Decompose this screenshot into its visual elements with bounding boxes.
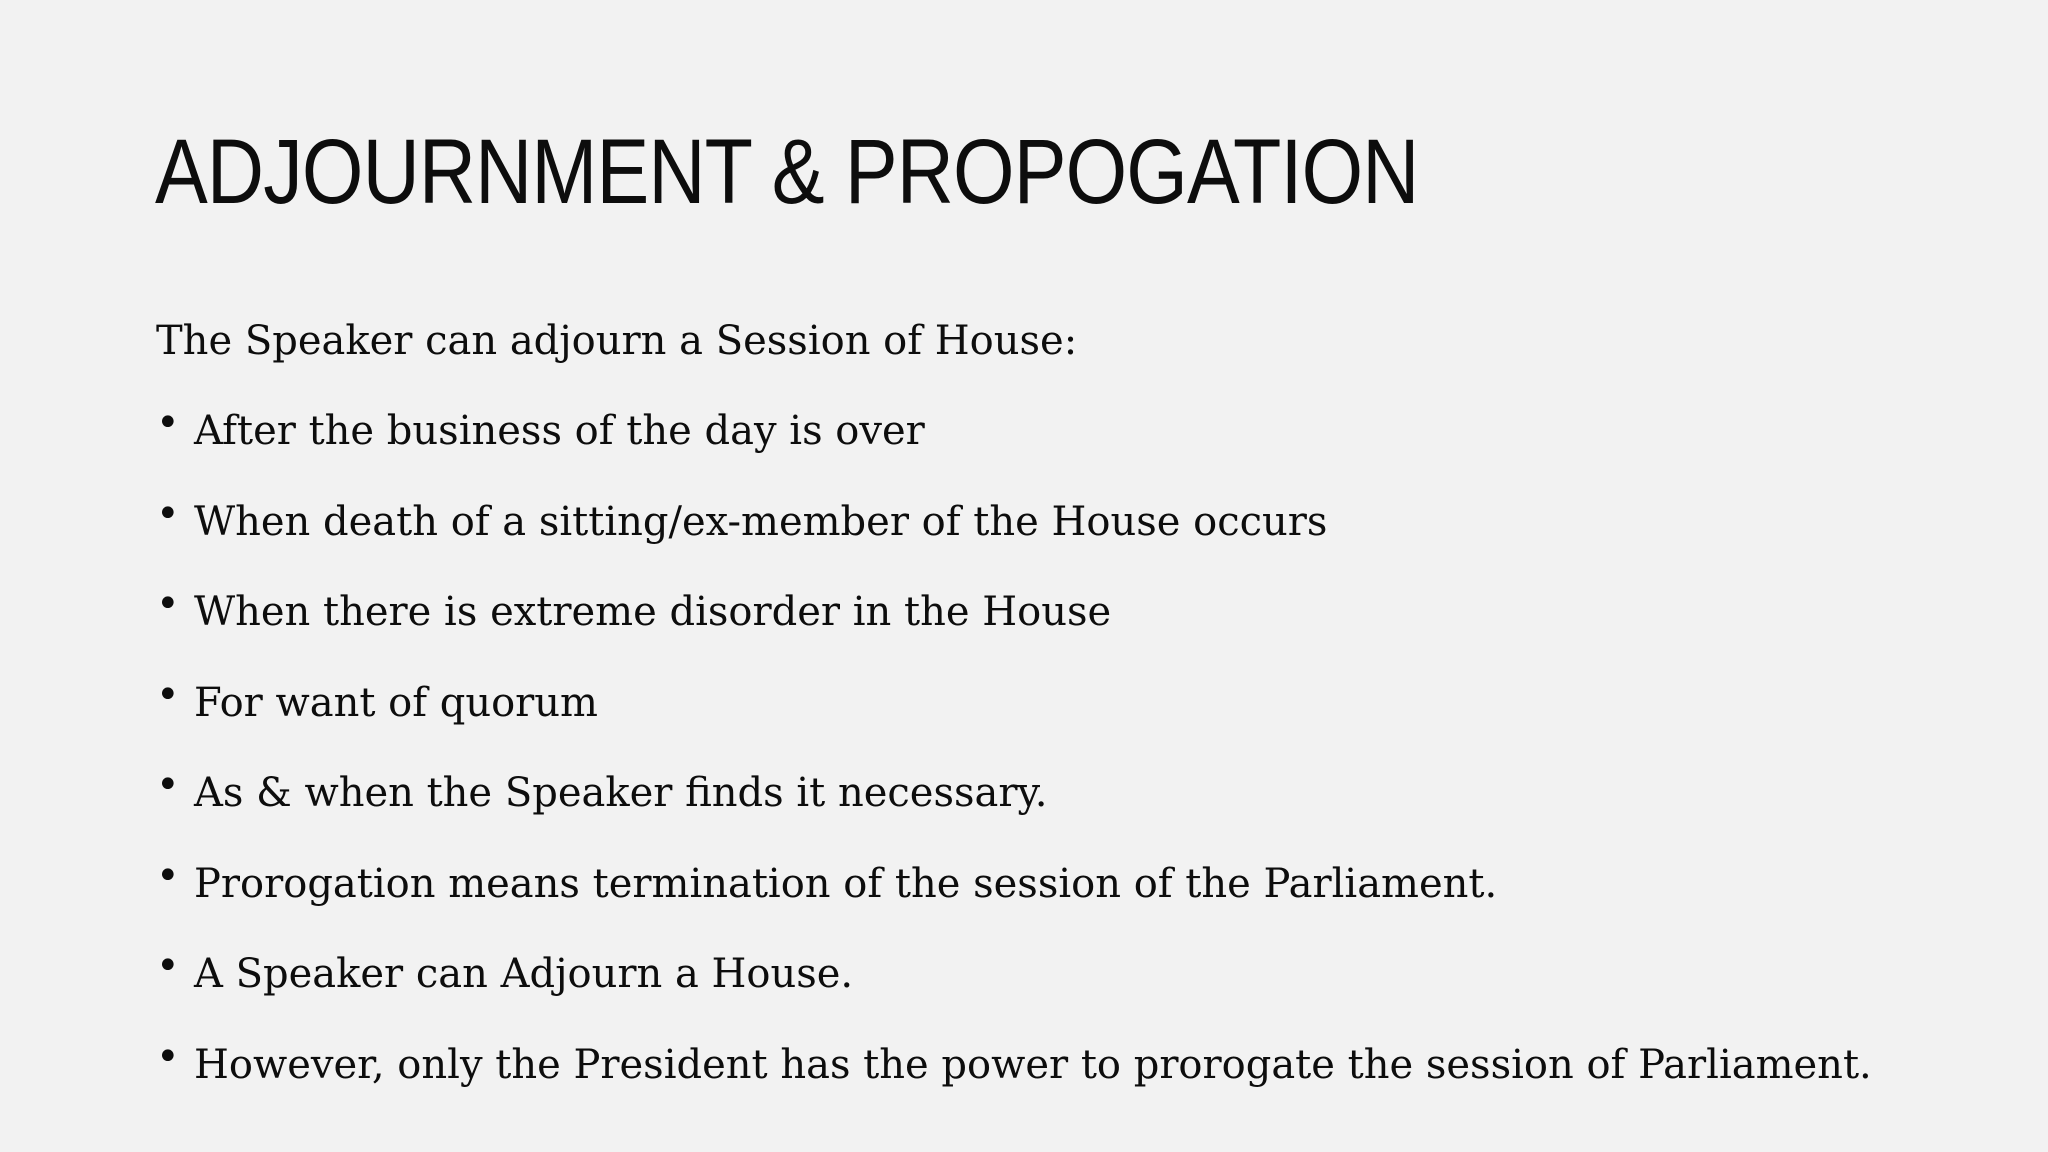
bullet-icon: • xyxy=(156,1033,180,1080)
bullet-item xyxy=(156,667,1956,758)
bullet-text: Prorogation means termination of the session of the Parliament. xyxy=(194,860,1498,907)
bullet-icon: • xyxy=(156,943,180,989)
bullet-item xyxy=(156,757,1956,848)
bullet-icon: • xyxy=(156,762,180,808)
bullet-text: A Speaker can Adjourn a House. xyxy=(194,951,854,997)
bullet-icon: • xyxy=(156,671,180,718)
bullet-item xyxy=(156,1029,1956,1120)
bullet-icon: • xyxy=(156,852,180,899)
bullet-item xyxy=(156,576,1956,667)
bullet-text: After the business of the day is over xyxy=(194,408,925,454)
bullet-text: When death of a sitting/ex-member of the House occurs xyxy=(194,498,1328,545)
bullet-item xyxy=(156,848,1956,939)
bullet-icon: • xyxy=(156,581,180,627)
slide-title: ADJOURNMENT & PROPOGATION xyxy=(155,121,1419,223)
bullet-list xyxy=(156,395,1956,1119)
slide-body xyxy=(156,305,1956,1119)
bullet-icon: • xyxy=(156,490,180,537)
intro-text: The Speaker can adjourn a Session of House: xyxy=(156,318,1078,364)
bullet-text: As & when the Speaker finds it necessary. xyxy=(194,770,1048,816)
bullet-text: For want of quorum xyxy=(194,679,598,726)
bullet-item xyxy=(156,395,1956,486)
bullet-text: However, only the President has the power to prorogate the session of Parliament. xyxy=(194,1041,1872,1088)
bullet-text: When there is extreme disorder in the House xyxy=(194,589,1112,635)
bullet-item xyxy=(156,938,1956,1029)
bullet-icon: • xyxy=(156,400,180,446)
bullet-item xyxy=(156,486,1956,577)
